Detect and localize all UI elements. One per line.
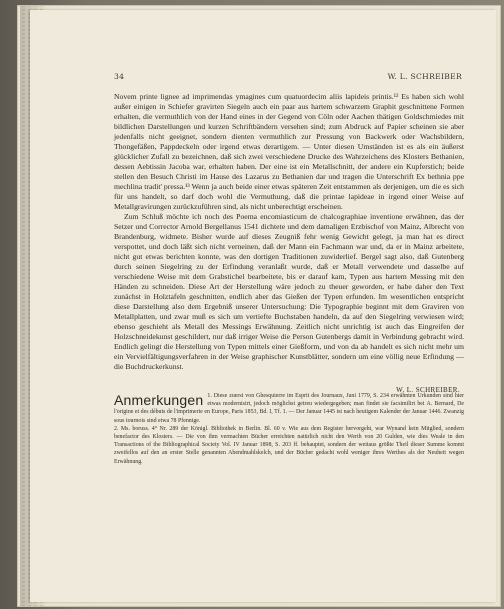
page-number: 34	[114, 72, 125, 81]
paragraph: Zum Schluß möchte ich noch des Poema encomiasticum de chalcographiae inventione erwähnen, das der Setzer und Corrector Arnold Bergellanus 1541 dichtete und dem damaligen Erzbischof von Mainz, Albrecht von Brandenburg, widmete. Bisher wurde auf dieses Zeugniß fehr wenig Gewicht gelegt, ja man hat es direct verspottet, und doch läßt sich nicht verneinen, daß der Mann ein Fachmann war und, da er in Mainz arbeitete, nicht gut etwas berichten konnte, was den dortigen Traditionen zuwiderlief. Bergel sagt also, daß Gutenberg durch seinen Siegelring zu der Erfindung veranlaßt wurde, daß er Metall verwendete und dasselbe auf verschiedene Weise mit dem Grabstichel bearbeitete, bis er darauf kam, Typen aus hartem Messing mit den Händen zu schneiden. Diese Art der Herstellung wäre jedoch zu theuer geworden, er habe daher den Text zunächst in Holztafeln geschnitten, endlich aber das Gießen der Typen erfunden. Im wesentlichen entspricht diese Darstellung also dem Ergebniß unserer Untersuchung: Die Typographie beginnt mit dem Graviren von Metallplatten, und zwar muß es sich um vertiefte Buchstaben handeln, da auf den Siegelring verwiesen wird; ebenso geschieht als Metall des Messings Erwähnung. Zeitlich nicht unrichtig ist auch das Eingreifen der Holzschneidekunst geschildert, nur daß irriger Weise die Person Gutenbergs damit in Verbindung gebracht wird. Endlich gelingt die Herstellung von Typen mittels einer Gießform, und von da ab handelt es sich nicht mehr um ein Vervielfältigungsverfahren in der Weise graphischer Kunstblätter, sondern um eine völlig neue Erfindung — die Buchdruckerkunst.	[114, 212, 464, 371]
footnote: 1. Diese zuerst von Ghesquierre im Esprit des Journaux, Juni 1779, S. 234 erwähnten Urkunden sind hier etwas modernisirt, jedoch möglichst getreu wiedergegeben; man findet sie facsimilirt bei A. Bernard, De l'origine et des débuts de l'imprimerie en Europe, Paris 1853, Bd. I, Tf. 1. — Der Januar 1445 ist nach heutigem Kalender der Januar 1446. Zwanzig sous tournois sind etwa 78 Pfennige.	[114, 393, 464, 424]
paragraph: Novem printe lignee ad imprimendas ymagines cum quatuordecim aliis lapideis printis.¹² Es haben sich wohl außer einigen in Schiefer gravirten Siegeln auch ein paar aus hartem schwarzem Graphit geschnittene Formen erhalten, die vermuthlich von der Hand eines in der Gegend von Cöln oder Aachen thätigen Goldschmiedes mit bildlichen Darstellungen und kurzen Schriftbändern versehen sind; zum Abdruck auf Papier scheinen sie aber jedenfalls nicht geeignet, sondern dienten vermuthlich zur Pressung von Backwerk oder Wachsbildern, Thongefäßen, Pappdeckeln oder irgend etwas derartigem. — Unter diesen Umständen ist es als ein äußerst glücklicher Zufall zu bezeichnen, daß sich zwei verschiedene Drucke des Wahrzeichens des Klosters Bethanien, dessen Aebtissin Jacoba war, erhalten haben. Der eine ist ein Metallschnitt, der andere ein Kupferstich; beide stellen den Besuch Christi im Hause des Lazarus zu Bethanien dar und tragen die Unterschrift Ex bethnia ppe mechlina tradit' pressa.¹³ Wenn ja auch beide einer etwas späteren Zeit entstammen als derjenigen, um die es sich für uns handelt, so darf doch wohl die Vermuthung, daß die printae lapideae in irgend einer Weise auf Metallgravirungen zurückzuführen sind, als nicht unberechtigt erscheinen.	[114, 92, 464, 211]
footnote: 2. Ms. boruss. 4° Nr. 289 der Königl. Bibliothek in Berlin. Bl. 60 v. Wie aus dem Register hervorgeht, war Wynand kein Mitglied, sondern benefactor des Klosters. — Die von ihm vermachten Bücher erreichten natürlich nicht den Werth von 20 Gulden, wie dies Weale in den Transactions of the Bibliographical Society Vol. IV Januar 1898, S. 203 ff. behauptet, sondern der weitaus größte Theil dieser Summe kommt zweifellos auf den an erster Stelle genannten Abendmahlskelch, und der Bücher gedacht wohl weniger ihres Werthes als der Neuheit wegen Erwähnung.	[114, 425, 464, 465]
author-signature: W. L. SCHREIBER.	[396, 386, 460, 394]
page-edge	[22, 6, 25, 606]
notes-heading: Anmerkungen	[114, 392, 204, 408]
footnotes	[114, 392, 464, 466]
main-text	[114, 92, 464, 372]
running-head-author: W. L. SCHREIBER	[387, 72, 462, 81]
